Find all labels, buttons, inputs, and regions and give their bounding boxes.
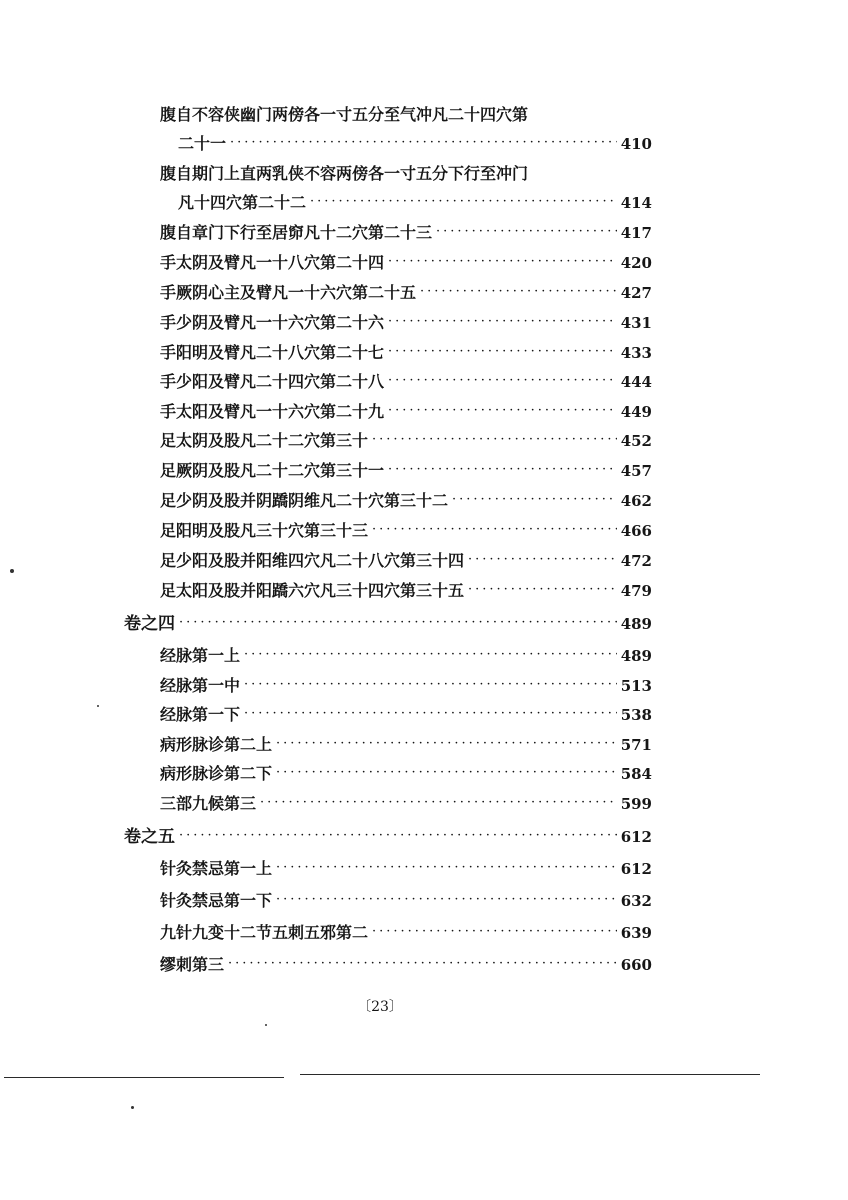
toc-volume-title: 卷之五	[124, 827, 175, 847]
dot-leader	[276, 854, 617, 882]
dot-leader	[230, 129, 617, 157]
toc-entry-title: 手厥阴心主及臂凡一十六穴第二十五	[160, 283, 417, 302]
toc-entry	[160, 855, 652, 883]
toc-page-number: 479	[620, 582, 652, 600]
dot-leader	[276, 886, 617, 914]
dot-leader	[388, 248, 617, 276]
dot-leader	[468, 576, 617, 604]
toc-entry-title: 经脉第一上	[160, 646, 241, 665]
toc-volume-title: 卷之四	[124, 614, 175, 634]
toc-page-number: 414	[620, 194, 652, 212]
toc-page-number: 489	[620, 615, 652, 633]
toc-entry	[160, 219, 652, 247]
toc-entry-title: 凡十四穴第二十二	[178, 193, 307, 212]
toc-entry-title: 病形脉诊第二下	[160, 764, 273, 783]
toc-page-number: 599	[620, 795, 652, 813]
toc-entry-title: 足太阴及股凡二十二穴第三十	[160, 431, 369, 450]
toc-page-number: 431	[620, 314, 652, 332]
dot-leader	[244, 700, 617, 728]
toc-entry	[160, 398, 652, 426]
toc-entry-title: 经脉第一下	[160, 705, 241, 724]
toc-entry-title: 病形脉诊第二上	[160, 735, 273, 754]
toc-entry-title: 足阳明及股凡三十穴第三十三	[160, 521, 369, 540]
toc-volume-entry	[124, 823, 652, 851]
dot-leader	[228, 950, 617, 978]
toc-page-number: 457	[620, 462, 652, 480]
scan-rule-left	[4, 1077, 284, 1078]
toc-page-number: 538	[620, 706, 652, 724]
toc-page-number: 444	[620, 373, 652, 391]
toc-page-number: 660	[620, 956, 652, 974]
scan-rule-right	[300, 1074, 760, 1075]
toc-entry-title: 腹自不容侠幽门两傍各一寸五分至气冲凡二十四穴第	[160, 105, 529, 124]
toc-entry-title: 足太阳及股并阳蹻六穴凡三十四穴第三十五	[160, 581, 465, 600]
scan-speck	[10, 569, 14, 573]
toc-entry-title: 足少阳及股并阳维四穴凡二十八穴第三十四	[160, 551, 465, 570]
toc-entry	[160, 279, 652, 307]
dot-leader	[372, 918, 617, 946]
toc-page-number: 612	[620, 828, 652, 846]
toc-entry-title: 针灸禁忌第一下	[160, 891, 273, 910]
toc-page-number: 433	[620, 344, 652, 362]
dot-leader	[388, 308, 617, 336]
toc-entry-title: 手太阳及臂凡一十六穴第二十九	[160, 402, 385, 421]
dot-leader	[372, 426, 617, 454]
dot-leader	[436, 218, 617, 246]
dot-leader	[388, 367, 617, 395]
toc-page-number: 632	[620, 892, 652, 910]
toc-entry-title: 足少阴及股并阴蹻阴维凡二十穴第三十二	[160, 491, 449, 510]
toc-page-number: 472	[620, 552, 652, 570]
toc-page-number: 427	[620, 284, 652, 302]
dot-leader	[244, 641, 617, 669]
dot-leader	[388, 397, 617, 425]
toc-page-number: 489	[620, 647, 652, 665]
toc-entry	[160, 160, 528, 188]
toc-entry	[160, 577, 652, 605]
toc-page-number: 612	[620, 860, 652, 878]
toc-entry	[160, 760, 652, 788]
toc-entry	[160, 887, 652, 915]
toc-entry	[160, 672, 652, 700]
page-number: 〔23〕	[357, 999, 403, 1015]
toc-entry	[160, 790, 652, 818]
toc-entry	[160, 701, 652, 729]
toc-entry	[160, 919, 652, 947]
toc-entry	[160, 517, 652, 545]
dot-leader	[372, 516, 617, 544]
toc-entry	[178, 130, 652, 158]
toc-page-number: 417	[620, 224, 652, 242]
toc-entry-title: 手少阳及臂凡二十四穴第二十八	[160, 372, 385, 391]
toc-entry-title: 九针九变十二节五刺五邪第二	[160, 923, 369, 942]
toc-entry	[178, 189, 652, 217]
toc-entry	[160, 487, 652, 515]
toc-entry	[160, 101, 528, 129]
toc-entry-title: 针灸禁忌第一上	[160, 859, 273, 878]
toc-entry-title: 三部九候第三	[160, 794, 257, 813]
toc-page-number: 410	[620, 135, 652, 153]
dot-leader	[244, 671, 617, 699]
dot-leader	[420, 278, 617, 306]
scan-speck	[131, 1106, 134, 1109]
toc-entry	[160, 339, 652, 367]
dot-leader	[276, 730, 617, 758]
toc-entry	[160, 249, 652, 277]
toc-page-number: 452	[620, 432, 652, 450]
toc-entry-title: 手阳明及臂凡二十八穴第二十七	[160, 343, 385, 362]
dot-leader	[179, 822, 617, 850]
dot-leader	[310, 188, 617, 216]
toc-entry	[160, 951, 652, 979]
toc-entry-title: 手少阴及臂凡一十六穴第二十六	[160, 313, 385, 332]
toc-entry-title: 经脉第一中	[160, 676, 241, 695]
toc-page-number: 449	[620, 403, 652, 421]
dot-leader	[452, 486, 617, 514]
toc-page-number: 466	[620, 522, 652, 540]
toc-entry	[160, 642, 652, 670]
toc-entry	[160, 731, 652, 759]
toc-entry-title: 缪刺第三	[160, 955, 225, 974]
toc-entry-title: 足厥阴及股凡二十二穴第三十一	[160, 461, 385, 480]
scan-speck	[265, 1024, 267, 1026]
toc-entry-title: 二十一	[178, 134, 227, 153]
toc-volume-entry	[124, 610, 652, 638]
toc-entry	[160, 368, 652, 396]
toc-page-number: 571	[620, 736, 652, 754]
toc-entry	[160, 457, 652, 485]
dot-leader	[260, 789, 617, 817]
toc-entry-title: 腹自期门上直两乳侠不容两傍各一寸五分下行至冲门	[160, 164, 529, 183]
dot-leader	[468, 546, 617, 574]
toc-entry	[160, 547, 652, 575]
toc-entry-title: 腹自章门下行至居窌凡十二穴第二十三	[160, 223, 433, 242]
toc-page-number: 639	[620, 924, 652, 942]
toc-entry	[160, 309, 652, 337]
dot-leader	[388, 456, 617, 484]
scan-speck	[97, 705, 99, 707]
dot-leader	[179, 609, 617, 637]
toc-page-number: 584	[620, 765, 652, 783]
toc-page-number: 462	[620, 492, 652, 510]
toc-page-number: 513	[620, 677, 652, 695]
toc-entry	[160, 427, 652, 455]
toc-entry-title: 手太阴及臂凡一十八穴第二十四	[160, 253, 385, 272]
toc-page-number: 420	[620, 254, 652, 272]
dot-leader	[388, 338, 617, 366]
dot-leader	[276, 759, 617, 787]
